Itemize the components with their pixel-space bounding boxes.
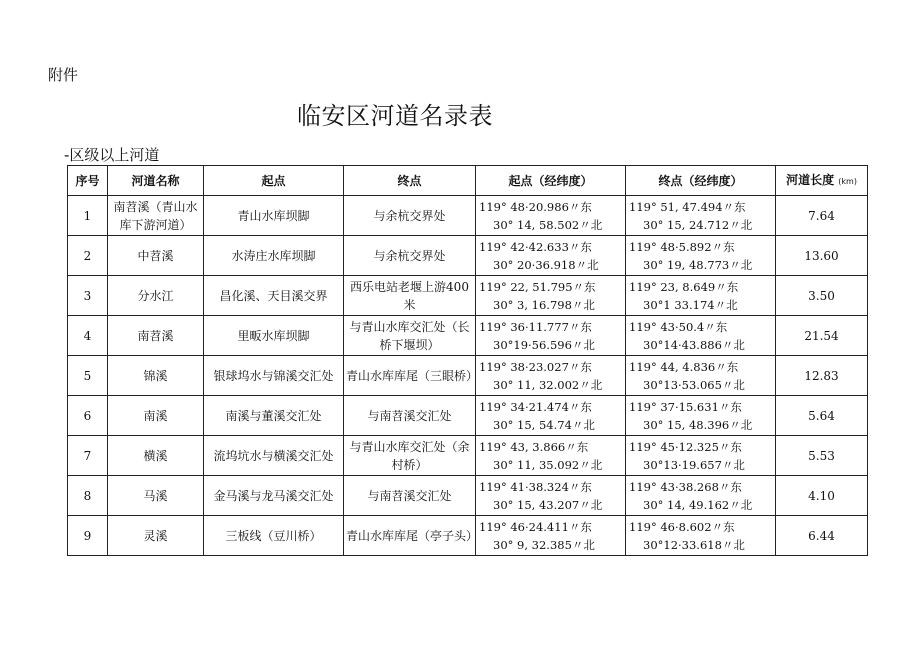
cell-river-name: 南苕溪（青山水库下游河道） [108, 196, 204, 236]
cell-index: 3 [68, 276, 108, 316]
end-longitude: 119° 43·50.4〃东 [629, 319, 728, 334]
header-end: 终点 [344, 166, 476, 196]
header-index: 序号 [68, 166, 108, 196]
cell-end-coord [626, 516, 776, 556]
end-latitude: 30°12·33.618〃北 [643, 537, 745, 552]
cell-start-point: 里畈水库坝脚 [204, 316, 344, 356]
cell-end-point: 青山水库库尾（三眼桥） [344, 356, 476, 396]
table-row [68, 436, 868, 476]
cell-end-coord [626, 436, 776, 476]
cell-end-point: 青山水库库尾（亭子头） [344, 516, 476, 556]
cell-river-name: 南苕溪 [108, 316, 204, 356]
cell-start-point: 水涛庄水库坝脚 [204, 236, 344, 276]
cell-river-name: 横溪 [108, 436, 204, 476]
table-row [68, 316, 868, 356]
cell-index: 1 [68, 196, 108, 236]
river-directory-table [67, 165, 868, 556]
cell-river-name: 马溪 [108, 476, 204, 516]
cell-index: 5 [68, 356, 108, 396]
cell-end-point: 西乐电站老堰上游400米 [344, 276, 476, 316]
cell-start-coord [476, 396, 626, 436]
cell-end-point: 与青山水库交汇处（余村桥） [344, 436, 476, 476]
cell-end-coord [626, 476, 776, 516]
cell-length: 13.60 [776, 236, 868, 276]
table-header-row [68, 166, 868, 196]
header-start: 起点 [204, 166, 344, 196]
start-longitude: 119° 41·38.324〃东 [479, 479, 592, 494]
end-latitude: 30° 14, 49.162〃北 [643, 497, 753, 512]
cell-end-coord [626, 276, 776, 316]
header-end-coord: 终点（经纬度） [626, 166, 776, 196]
start-latitude: 30°19·56.596〃北 [493, 337, 595, 352]
cell-start-coord [476, 316, 626, 356]
table-row [68, 476, 868, 516]
cell-start-point: 流坞坑水与横溪交汇处 [204, 436, 344, 476]
cell-end-point: 与余杭交界处 [344, 236, 476, 276]
cell-start-point: 三板线（豆川桥） [204, 516, 344, 556]
start-longitude: 119° 36·11.777〃东 [479, 319, 592, 334]
start-latitude: 30° 15, 54.74〃北 [493, 417, 595, 432]
start-longitude: 119° 42·42.633〃东 [479, 239, 592, 254]
cell-end-coord [626, 356, 776, 396]
cell-start-point: 昌化溪、天目溪交界 [204, 276, 344, 316]
section-heading: -区级以上河道 [64, 146, 160, 164]
table-row [68, 516, 868, 556]
end-latitude: 30° 19, 48.773〃北 [643, 257, 753, 272]
start-latitude: 30° 3, 16.798〃北 [493, 297, 595, 312]
cell-start-coord [476, 236, 626, 276]
start-longitude: 119° 34·21.474〃东 [479, 399, 592, 414]
cell-river-name: 锦溪 [108, 356, 204, 396]
start-longitude: 119° 48·20.986〃东 [479, 199, 592, 214]
cell-end-point: 与南苕溪交汇处 [344, 476, 476, 516]
cell-river-name: 南溪 [108, 396, 204, 436]
end-latitude: 30° 15, 48.396〃北 [643, 417, 753, 432]
cell-length: 3.50 [776, 276, 868, 316]
header-length-unit: (km) [838, 176, 857, 186]
end-longitude: 119° 45·12.325〃东 [629, 439, 742, 454]
header-length [776, 166, 868, 196]
cell-end-coord [626, 236, 776, 276]
cell-length: 7.64 [776, 196, 868, 236]
cell-river-name: 分水江 [108, 276, 204, 316]
cell-index: 7 [68, 436, 108, 476]
end-longitude: 119° 48·5.892〃东 [629, 239, 735, 254]
end-longitude: 119° 37·15.631〃东 [629, 399, 742, 414]
end-latitude: 30°1 33.174〃北 [643, 297, 738, 312]
cell-river-name: 中苕溪 [108, 236, 204, 276]
cell-end-coord [626, 316, 776, 356]
start-longitude: 119° 46·24.411〃东 [479, 519, 592, 534]
end-latitude: 30°13·53.065〃北 [643, 377, 745, 392]
end-longitude: 119° 23, 8.649〃东 [629, 279, 739, 294]
header-start-coord: 起点（经纬度） [476, 166, 626, 196]
start-latitude: 30° 9, 32.385〃北 [493, 537, 595, 552]
cell-start-coord [476, 196, 626, 236]
cell-length: 5.53 [776, 436, 868, 476]
end-longitude: 119° 46·8.602〃东 [629, 519, 735, 534]
cell-index: 8 [68, 476, 108, 516]
start-latitude: 30° 15, 43.207〃北 [493, 497, 603, 512]
cell-start-point: 青山水库坝脚 [204, 196, 344, 236]
cell-end-point: 与余杭交界处 [344, 196, 476, 236]
cell-start-coord [476, 436, 626, 476]
end-longitude: 119° 43·38.268〃东 [629, 479, 742, 494]
cell-length: 5.64 [776, 396, 868, 436]
cell-end-point: 与南苕溪交汇处 [344, 396, 476, 436]
header-name: 河道名称 [108, 166, 204, 196]
end-longitude: 119° 51, 47.494〃东 [629, 199, 746, 214]
cell-length: 6.44 [776, 516, 868, 556]
cell-length: 21.54 [776, 316, 868, 356]
cell-index: 6 [68, 396, 108, 436]
cell-start-coord [476, 516, 626, 556]
end-latitude: 30°13·19.657〃北 [643, 457, 745, 472]
cell-end-point: 与青山水库交汇处（长桥下堰坝） [344, 316, 476, 356]
cell-start-point: 金马溪与龙马溪交汇处 [204, 476, 344, 516]
cell-index: 2 [68, 236, 108, 276]
cell-index: 4 [68, 316, 108, 356]
cell-index: 9 [68, 516, 108, 556]
start-longitude: 119° 38·23.027〃东 [479, 359, 592, 374]
start-latitude: 30° 14, 58.502〃北 [493, 217, 603, 232]
cell-start-coord [476, 356, 626, 396]
cell-end-coord [626, 396, 776, 436]
start-longitude: 119° 43, 3.866〃东 [479, 439, 589, 454]
end-latitude: 30°14·43.886〃北 [643, 337, 745, 352]
start-latitude: 30° 20·36.918〃北 [493, 257, 599, 272]
table-row [68, 356, 868, 396]
cell-start-point: 银球坞水与锦溪交汇处 [204, 356, 344, 396]
start-longitude: 119° 22, 51.795〃东 [479, 279, 596, 294]
table-row [68, 236, 868, 276]
end-longitude: 119° 44, 4.836〃东 [629, 359, 739, 374]
cell-start-point: 南溪与董溪交汇处 [204, 396, 344, 436]
start-latitude: 30° 11, 35.092〃北 [493, 457, 603, 472]
cell-length: 12.83 [776, 356, 868, 396]
end-latitude: 30° 15, 24.712〃北 [643, 217, 753, 232]
cell-start-coord [476, 276, 626, 316]
attachment-label: 附件 [48, 66, 79, 84]
cell-river-name: 灵溪 [108, 516, 204, 556]
cell-end-coord [626, 196, 776, 236]
cell-start-coord [476, 476, 626, 516]
table-row [68, 276, 868, 316]
header-length-label: 河道长度 [786, 172, 835, 187]
cell-length: 4.10 [776, 476, 868, 516]
page-title: 临安区河道名录表 [297, 102, 493, 130]
table-row [68, 396, 868, 436]
start-latitude: 30° 11, 32.002〃北 [493, 377, 603, 392]
table-row [68, 196, 868, 236]
